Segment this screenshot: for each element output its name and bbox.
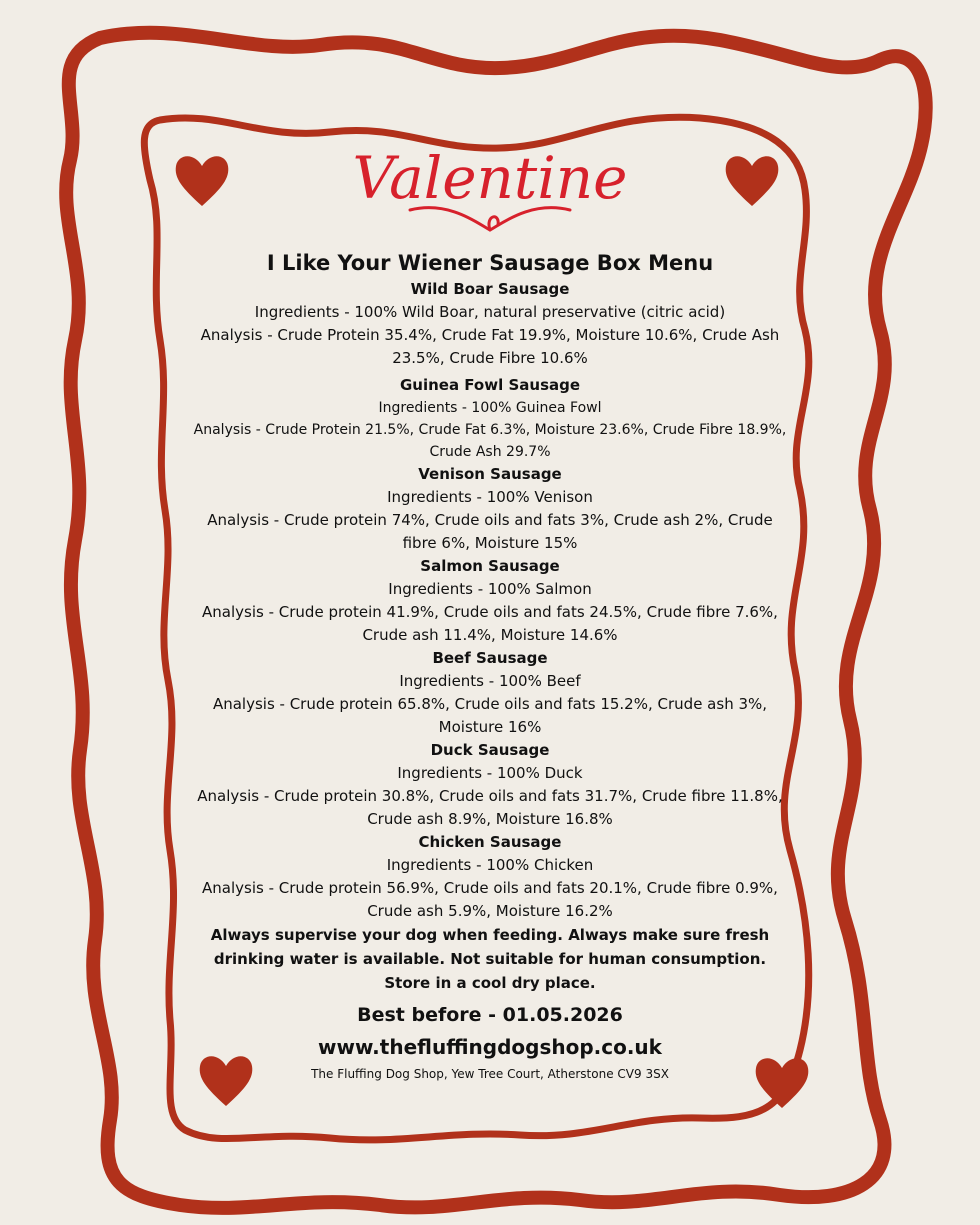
- menu-item: [190, 647, 790, 739]
- website-link[interactable]: www.thefluffingdogshop.co.uk: [318, 1035, 662, 1059]
- item-ingredients: Ingredients - 100% Guinea Fowl: [378, 400, 602, 416]
- heart-icon: [722, 150, 782, 210]
- item-name: Guinea Fowl Sausage: [399, 376, 581, 394]
- menu-title: I Like Your Wiener Sausage Box Menu: [266, 251, 714, 275]
- menu-item: [190, 831, 790, 923]
- item-name: Duck Sausage: [430, 741, 550, 759]
- item-analysis: Analysis - Crude Protein 35.4%, Crude Fat 19.9%, Moisture 10.6%, Crude Ash 23.5%, Crude Fibre 10.6%: [200, 326, 780, 367]
- item-name: Salmon Sausage: [420, 557, 560, 575]
- menu-item: [190, 739, 790, 831]
- item-ingredients: Ingredients - 100% Venison: [387, 488, 593, 506]
- valentine-script-title: [340, 130, 640, 240]
- menu-item: [190, 463, 790, 555]
- menu-item: [190, 374, 790, 463]
- item-analysis: Analysis - Crude protein 65.8%, Crude oils and fats 15.2%, Crude ash 3%, Moisture 16%: [212, 695, 768, 736]
- best-before-date: Best before - 01.05.2026: [357, 1004, 623, 1026]
- item-analysis: Analysis - Crude protein 74%, Crude oils and fats 3%, Crude ash 2%, Crude fibre 6%, Moisture 15%: [207, 511, 773, 552]
- item-analysis: Analysis - Crude Protein 21.5%, Crude Fat 6.3%, Moisture 23.6%, Crude Fibre 18.9%, Crude Ash 29.7%: [193, 422, 787, 460]
- menu-item: [190, 555, 790, 647]
- menu-item: [190, 278, 790, 370]
- item-name: Wild Boar Sausage: [410, 280, 570, 298]
- item-ingredients: Ingredients - 100% Duck: [397, 764, 583, 782]
- item-ingredients: Ingredients - 100% Salmon: [388, 580, 592, 598]
- item-analysis: Analysis - Crude protein 41.9%, Crude oils and fats 24.5%, Crude fibre 7.6%, Crude ash 11.4%, Moisture 14.6%: [202, 603, 778, 644]
- heart-icon: [172, 150, 232, 210]
- item-ingredients: Ingredients - 100% Chicken: [386, 856, 594, 874]
- item-analysis: Analysis - Crude protein 56.9%, Crude oils and fats 20.1%, Crude fibre 0.9%, Crude ash 5.9%, Moisture 16.2%: [202, 879, 778, 920]
- item-name: Beef Sausage: [432, 649, 548, 667]
- item-ingredients: Ingredients - 100% Wild Boar, natural preservative (citric acid): [254, 303, 726, 321]
- safety-notice: Always supervise your dog when feeding. Always make sure fresh drinking water is available. Not suitable for human consumption. Store in a cool dry place.: [210, 926, 770, 992]
- item-name: Chicken Sausage: [418, 833, 562, 851]
- menu-content: [190, 248, 790, 1085]
- script-title-text: Valentine: [352, 144, 628, 212]
- item-analysis: Analysis - Crude protein 30.8%, Crude oils and fats 31.7%, Crude fibre 11.8%, Crude ash 8.9%, Moisture 16.8%: [197, 787, 783, 828]
- item-ingredients: Ingredients - 100% Beef: [399, 672, 581, 690]
- shop-address: The Fluffing Dog Shop, Yew Tree Court, Atherstone CV9 3SX: [311, 1067, 669, 1081]
- item-name: Venison Sausage: [418, 465, 562, 483]
